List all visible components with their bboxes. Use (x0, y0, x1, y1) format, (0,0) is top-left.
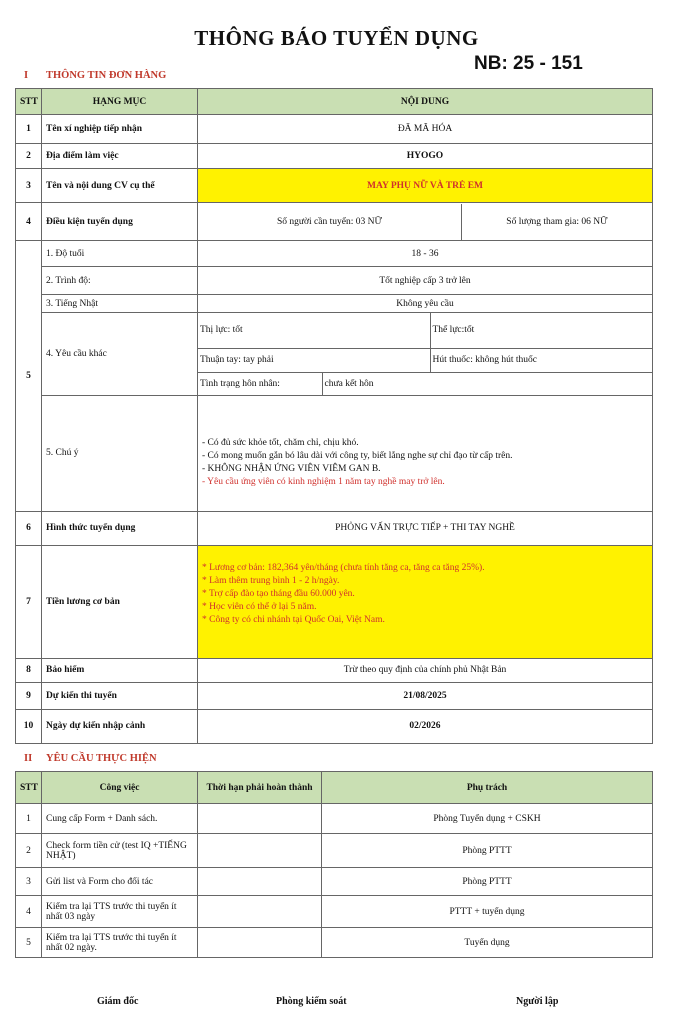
salary-line: * Công ty có chi nhánh tại Quốc Oai, Việt Nam. (202, 614, 385, 625)
row-age (16, 241, 653, 267)
row-label: Điều kiện tuyển dụng (42, 203, 198, 241)
task-text: Kiểm tra lại TTS trước thi tuyển ít nhất 03 ngày (42, 896, 198, 928)
task-text: Kiểm tra lại TTS trước thi tuyển ít nhất 02 ngày. (42, 928, 198, 958)
row-exam-date (16, 682, 653, 709)
owner-text: Phòng PTTT (322, 834, 653, 868)
header-stt: STT (16, 89, 42, 115)
row-number: 2 (16, 834, 42, 868)
row-number: 3 (16, 169, 42, 203)
salary-line: * Trợ cấp đào tạo tháng đầu 60.000 yên. (202, 588, 355, 599)
conditions-cell (198, 203, 653, 241)
company-value: ĐÃ MÃ HÓA (198, 115, 653, 144)
section-2-title: YÊU CẦU THỰC HIỆN (46, 753, 157, 764)
header-content: NỘI DUNG (198, 89, 653, 115)
header-deadline: Thời hạn phải hoàn thành (198, 772, 322, 804)
owner-text: Phòng PTTT (322, 868, 653, 896)
row-label: Tiền lương cơ bản (42, 545, 198, 658)
row-label: Ngày dự kiến nhập cảnh (42, 709, 198, 743)
marital-value: chưa kết hôn (324, 378, 374, 389)
reference-number: NB: 25 - 151 (474, 53, 583, 74)
row-number: 1 (16, 804, 42, 834)
recruit-count: Số người cần tuyển: 03 NỮ (198, 204, 461, 240)
fitness-value: Thể lực:tốt (430, 313, 652, 348)
row-label: Địa điểm làm việc (42, 144, 198, 169)
document-title: THÔNG BÁO TUYỂN DỤNG (194, 26, 479, 50)
education-value: Tốt nghiệp cấp 3 trở lên (198, 267, 653, 295)
row-notes (16, 395, 653, 511)
row-number: 5 (16, 241, 42, 512)
owner-text: PTTT + tuyển dụng (322, 896, 653, 928)
job-value: MAY PHỤ NỮ VÀ TRẺ EM (198, 169, 653, 203)
marital-inner (198, 373, 430, 395)
task-text: Cung cấp Form + Danh sách. (42, 804, 198, 834)
row-number: 4 (16, 203, 42, 241)
insurance-value: Trừ theo quy định của chính phủ Nhật Bản (198, 658, 653, 682)
empty-cell (430, 372, 652, 395)
section-2-number: II (24, 753, 33, 764)
row-other-requirements (16, 313, 653, 396)
note-line: - Có đủ sức khỏe tốt, chăm chỉ, chịu khó. (202, 438, 359, 448)
deadline-cell (198, 928, 322, 958)
task-text: Check form tiền cử (test IQ +TIẾNG NHẬT) (42, 834, 198, 868)
note-line: - Có mong muốn gắn bó lâu dài với công ty, biết lắng nghe sự chỉ đạo từ cấp trên. (202, 451, 513, 461)
japanese-value: Không yêu cầu (198, 295, 653, 313)
note-line-highlight: - Yêu cầu ứng viên có kinh nghiệm 1 năm tay nghề may trở lên. (202, 477, 445, 487)
education-label: 2. Trình độ: (42, 267, 198, 295)
salary-line: * Lương cơ bản: 182,364 yên/tháng (chưa tính tăng ca, tăng ca tăng 25%). (202, 562, 485, 573)
salary-cell (198, 545, 653, 658)
handedness-value: Thuận tay: tay phải (198, 348, 430, 372)
salary-line: * Học viên có thể ở lại 5 năm. (202, 601, 317, 612)
row-label: Tên xí nghiệp tiếp nhận (42, 115, 198, 144)
row-number: 7 (16, 545, 42, 658)
header-owner: Phụ trách (322, 772, 653, 804)
row-number: 4 (16, 896, 42, 928)
row-entry-date (16, 709, 653, 743)
row-number: 6 (16, 511, 42, 545)
entry-date-value: 02/2026 (198, 709, 653, 743)
header-category: HẠNG MỤC (42, 89, 198, 115)
row-insurance (16, 658, 653, 682)
recruit-method-value: PHỎNG VẤN TRỰC TIẾP + THI TAY NGHỀ (198, 511, 653, 545)
other-label: 4. Yêu cầu khác (42, 313, 198, 396)
eyesight-value: Thị lực: tốt (198, 313, 430, 348)
row-label: Tên và nội dung CV cụ thể (42, 169, 198, 203)
row-japanese (16, 295, 653, 313)
other-inner (198, 313, 652, 395)
smoking-value: Hút thuốc: không hút thuốc (430, 348, 652, 372)
row-label: Bảo hiểm (42, 658, 198, 682)
header-stt: STT (16, 772, 42, 804)
row-number: 9 (16, 682, 42, 709)
row-number: 1 (16, 115, 42, 144)
age-label: 1. Độ tuổi (42, 241, 198, 267)
row-label: Dự kiến thi tuyển (42, 682, 198, 709)
conditions-inner (198, 204, 652, 240)
signature-control: Phòng kiểm soát (276, 996, 347, 1007)
marital-cell (198, 372, 430, 395)
deadline-cell (198, 804, 322, 834)
owner-text: Tuyển dụng (322, 928, 653, 958)
row-conditions (16, 203, 653, 241)
table-header-row (16, 89, 653, 115)
table-row (16, 896, 653, 928)
row-number: 2 (16, 144, 42, 169)
row-label: Hình thức tuyển dụng (42, 511, 198, 545)
location-value: HYOGO (198, 144, 653, 169)
row-education (16, 267, 653, 295)
marital-label: Tình trạng hôn nhân: (198, 373, 322, 395)
owner-text: Phòng Tuyển dụng + CSKH (322, 804, 653, 834)
salary-line: * Làm thêm trung bình 1 - 2 h/ngày. (202, 575, 340, 586)
exam-date-value: 21/08/2025 (198, 682, 653, 709)
requirements-table (15, 771, 653, 958)
signature-creator: Người lập (516, 996, 559, 1007)
row-number: 3 (16, 868, 42, 896)
notes-label: 5. Chú ý (42, 395, 198, 511)
row-job (16, 169, 653, 203)
section-2-heading (24, 753, 157, 764)
task-text: Gửi list và Form cho đối tác (42, 868, 198, 896)
table-row (16, 804, 653, 834)
table-row (16, 868, 653, 896)
note-line: - KHÔNG NHẬN ỨNG VIÊN VIÊM GAN B. (202, 464, 381, 474)
deadline-cell (198, 896, 322, 928)
table-row (16, 834, 653, 868)
japanese-label: 3. Tiếng Nhật (42, 295, 198, 313)
table-row (16, 928, 653, 958)
deadline-cell (198, 834, 322, 868)
deadline-cell (198, 868, 322, 896)
notes-cell (198, 395, 653, 511)
table-header-row (16, 772, 653, 804)
order-info-table (15, 88, 653, 744)
row-location (16, 144, 653, 169)
section-1-title: THÔNG TIN ĐƠN HÀNG (46, 70, 167, 81)
row-number: 10 (16, 709, 42, 743)
section-1-number: I (24, 70, 29, 81)
row-number: 8 (16, 658, 42, 682)
header-task: Công việc (42, 772, 198, 804)
participant-count: Số lượng tham gia: 06 NỮ (506, 216, 608, 227)
signature-director: Giám đốc (97, 996, 139, 1007)
row-salary (16, 545, 653, 658)
other-cell (198, 313, 653, 396)
section-1-heading (24, 70, 166, 81)
row-number: 5 (16, 928, 42, 958)
row-company (16, 115, 653, 144)
age-value: 18 - 36 (198, 241, 653, 267)
row-recruit-method (16, 511, 653, 545)
